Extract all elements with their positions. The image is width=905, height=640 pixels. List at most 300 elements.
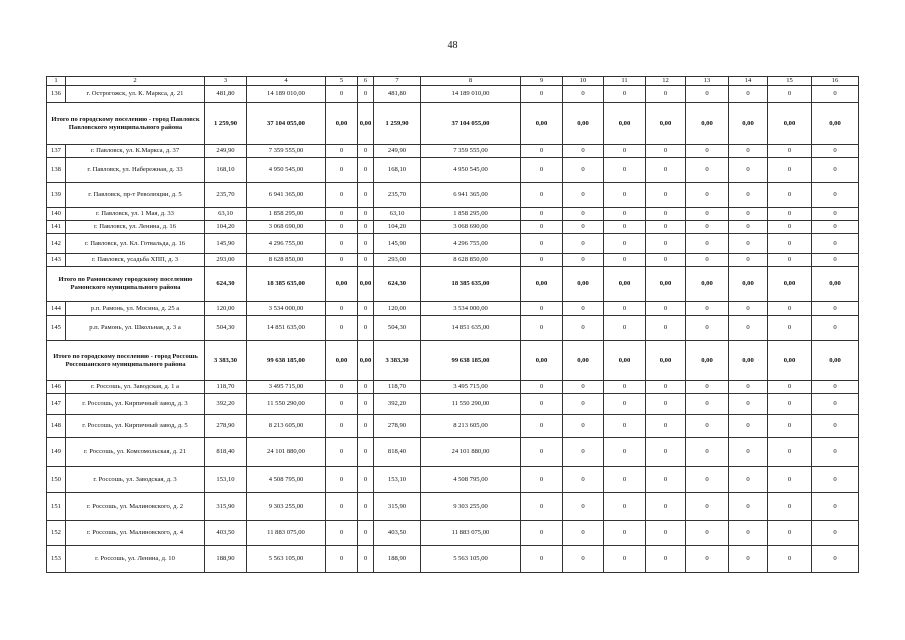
table-row — [47, 158, 859, 183]
value-cell: 11 550 290,00 — [421, 394, 521, 415]
value-cell: 6 941 365,00 — [247, 183, 326, 208]
row-number-cell: 148 — [47, 415, 66, 438]
value-cell: 0 — [358, 546, 374, 573]
value-cell: 0 — [521, 302, 563, 316]
value-cell: 4 296 755,00 — [247, 234, 326, 254]
value-cell: 0 — [326, 86, 358, 103]
value-cell: 0 — [686, 316, 729, 341]
value-cell: 3 068 690,00 — [421, 221, 521, 234]
value-cell: 0 — [812, 438, 859, 467]
value-cell: 504,30 — [205, 316, 247, 341]
value-cell: 0 — [563, 302, 604, 316]
value-cell: 0 — [729, 394, 768, 415]
value-cell: 0 — [686, 394, 729, 415]
value-cell: 0 — [729, 415, 768, 438]
value-cell: 0 — [768, 415, 812, 438]
value-cell: 0 — [812, 254, 859, 267]
column-number-cell: 13 — [686, 77, 729, 86]
value-cell: 0,00 — [768, 341, 812, 381]
value-cell: 145,90 — [205, 234, 247, 254]
address-cell: г. Россошь, ул. Комсомольская, д. 21 — [66, 438, 205, 467]
value-cell: 0 — [686, 302, 729, 316]
value-cell: 0 — [521, 234, 563, 254]
value-cell: 0 — [812, 208, 859, 221]
value-cell: 118,70 — [205, 381, 247, 394]
address-cell: р.п. Рамонь, ул. Мосина, д. 25 а — [66, 302, 205, 316]
value-cell: 14 851 635,00 — [421, 316, 521, 341]
value-cell: 0 — [686, 254, 729, 267]
value-cell: 0 — [563, 254, 604, 267]
value-cell: 0,00 — [563, 267, 604, 302]
value-cell: 0 — [326, 381, 358, 394]
value-cell: 0 — [604, 381, 646, 394]
value-cell: 0 — [521, 546, 563, 573]
value-cell: 0 — [729, 183, 768, 208]
value-cell: 0 — [686, 521, 729, 546]
value-cell: 0 — [812, 158, 859, 183]
value-cell: 37 104 055,00 — [421, 103, 521, 145]
table-row — [47, 86, 859, 103]
value-cell: 0,00 — [812, 341, 859, 381]
value-cell: 0 — [326, 493, 358, 521]
table-row — [47, 493, 859, 521]
value-cell: 0 — [768, 394, 812, 415]
value-cell: 0,00 — [604, 103, 646, 145]
row-number-cell: 152 — [47, 521, 66, 546]
value-cell: 0,00 — [686, 267, 729, 302]
subtotal-row — [47, 267, 859, 302]
table-row — [47, 467, 859, 493]
row-number-cell: 145 — [47, 316, 66, 341]
value-cell: 0 — [646, 521, 686, 546]
column-number-cell: 3 — [205, 77, 247, 86]
column-number-row — [47, 77, 859, 86]
value-cell: 0 — [521, 415, 563, 438]
value-cell: 99 638 185,00 — [421, 341, 521, 381]
value-cell: 0 — [768, 158, 812, 183]
value-cell: 0 — [646, 394, 686, 415]
value-cell: 0 — [326, 467, 358, 493]
column-number-cell: 15 — [768, 77, 812, 86]
value-cell: 0 — [812, 546, 859, 573]
value-cell: 0 — [358, 145, 374, 158]
value-cell: 0 — [729, 254, 768, 267]
column-number-cell: 1 — [47, 77, 66, 86]
value-cell: 4 950 545,00 — [247, 158, 326, 183]
value-cell: 0 — [729, 221, 768, 234]
value-cell: 0 — [563, 415, 604, 438]
value-cell: 6 941 365,00 — [421, 183, 521, 208]
row-number-cell: 147 — [47, 394, 66, 415]
column-number-cell: 10 — [563, 77, 604, 86]
value-cell: 0 — [326, 415, 358, 438]
value-cell: 153,10 — [374, 467, 421, 493]
value-cell: 11 550 290,00 — [247, 394, 326, 415]
value-cell: 0 — [563, 183, 604, 208]
row-number-cell: 150 — [47, 467, 66, 493]
value-cell: 0,00 — [646, 341, 686, 381]
value-cell: 0 — [768, 546, 812, 573]
value-cell: 0 — [646, 145, 686, 158]
value-cell: 403,50 — [374, 521, 421, 546]
value-cell: 0 — [563, 546, 604, 573]
value-cell: 168,10 — [374, 158, 421, 183]
row-number-cell: 138 — [47, 158, 66, 183]
column-number-cell: 9 — [521, 77, 563, 86]
value-cell: 7 359 555,00 — [421, 145, 521, 158]
address-cell: г. Россошь, ул. Кирпичный завод, д. 5 — [66, 415, 205, 438]
value-cell: 8 213 605,00 — [421, 415, 521, 438]
value-cell: 0,00 — [604, 267, 646, 302]
value-cell: 0 — [646, 158, 686, 183]
row-number-cell: 153 — [47, 546, 66, 573]
table-row — [47, 394, 859, 415]
value-cell: 0 — [604, 158, 646, 183]
address-cell: г. Россошь, ул. Кирпичный завод, д. 3 — [66, 394, 205, 415]
column-number-cell: 8 — [421, 77, 521, 86]
table-row — [47, 302, 859, 316]
column-number-cell: 6 — [358, 77, 374, 86]
row-number-cell: 142 — [47, 234, 66, 254]
value-cell: 3 534 000,00 — [421, 302, 521, 316]
value-cell: 0 — [604, 493, 646, 521]
value-cell: 0 — [563, 394, 604, 415]
value-cell: 0 — [521, 493, 563, 521]
value-cell: 0 — [646, 234, 686, 254]
value-cell: 0 — [326, 546, 358, 573]
value-cell: 0 — [686, 438, 729, 467]
value-cell: 0 — [768, 183, 812, 208]
table-row — [47, 521, 859, 546]
value-cell: 4 508 795,00 — [247, 467, 326, 493]
value-cell: 0 — [604, 521, 646, 546]
value-cell: 0 — [686, 221, 729, 234]
value-cell: 0 — [768, 493, 812, 521]
value-cell: 0 — [686, 493, 729, 521]
value-cell: 1 858 295,00 — [247, 208, 326, 221]
value-cell: 0 — [563, 381, 604, 394]
value-cell: 249,90 — [205, 145, 247, 158]
value-cell: 0 — [768, 467, 812, 493]
table-row — [47, 546, 859, 573]
value-cell: 0 — [729, 438, 768, 467]
value-cell: 0 — [521, 381, 563, 394]
value-cell: 11 883 075,00 — [421, 521, 521, 546]
value-cell: 0 — [646, 467, 686, 493]
value-cell: 120,00 — [374, 302, 421, 316]
value-cell: 0 — [646, 183, 686, 208]
value-cell: 624,30 — [205, 267, 247, 302]
value-cell: 481,80 — [374, 86, 421, 103]
value-cell: 14 189 010,00 — [421, 86, 521, 103]
value-cell: 0 — [326, 316, 358, 341]
value-cell: 0 — [729, 158, 768, 183]
value-cell: 0 — [646, 415, 686, 438]
value-cell: 0,00 — [326, 341, 358, 381]
row-number-cell: 151 — [47, 493, 66, 521]
value-cell: 120,00 — [205, 302, 247, 316]
value-cell: 0,00 — [646, 267, 686, 302]
row-number-cell: 137 — [47, 145, 66, 158]
housing-register-table — [46, 76, 859, 573]
value-cell: 0 — [812, 234, 859, 254]
value-cell: 0 — [812, 145, 859, 158]
value-cell: 0 — [729, 145, 768, 158]
value-cell: 0 — [358, 208, 374, 221]
value-cell: 0 — [358, 381, 374, 394]
address-cell: г. Павловск, пр-т Революции, д. 5 — [66, 183, 205, 208]
row-number-cell: 144 — [47, 302, 66, 316]
value-cell: 0,00 — [729, 267, 768, 302]
value-cell: 4 296 755,00 — [421, 234, 521, 254]
value-cell: 0,00 — [604, 341, 646, 381]
value-cell: 0,00 — [768, 103, 812, 145]
value-cell: 1 259,90 — [374, 103, 421, 145]
value-cell: 249,90 — [374, 145, 421, 158]
value-cell: 0 — [326, 521, 358, 546]
value-cell: 0 — [686, 415, 729, 438]
value-cell: 0,00 — [729, 103, 768, 145]
value-cell: 0,00 — [521, 341, 563, 381]
value-cell: 0,00 — [563, 103, 604, 145]
value-cell: 9 303 255,00 — [247, 493, 326, 521]
value-cell: 0 — [768, 208, 812, 221]
value-cell: 0 — [604, 221, 646, 234]
value-cell: 0,00 — [358, 341, 374, 381]
value-cell: 0 — [604, 394, 646, 415]
subtotal-label: Итого по городскому поселению - город Павловск Павловского муниципального района — [47, 103, 205, 145]
address-cell: г. Павловск, ул. Ленина, д. 16 — [66, 221, 205, 234]
value-cell: 0 — [604, 316, 646, 341]
value-cell: 8 628 850,00 — [421, 254, 521, 267]
value-cell: 0 — [686, 86, 729, 103]
row-number-cell: 140 — [47, 208, 66, 221]
value-cell: 1 259,90 — [205, 103, 247, 145]
value-cell: 315,90 — [205, 493, 247, 521]
value-cell: 0 — [604, 208, 646, 221]
value-cell: 0 — [729, 234, 768, 254]
value-cell: 0 — [729, 302, 768, 316]
value-cell: 0 — [646, 316, 686, 341]
value-cell: 3 495 715,00 — [421, 381, 521, 394]
value-cell: 0 — [604, 234, 646, 254]
address-cell: г. Павловск, ул. 1 Мая, д. 33 — [66, 208, 205, 221]
address-cell: г. Острогожск, ул. К. Маркса, д. 21 — [66, 86, 205, 103]
value-cell: 0 — [563, 234, 604, 254]
value-cell: 0 — [646, 302, 686, 316]
value-cell: 0 — [358, 183, 374, 208]
value-cell: 0 — [686, 145, 729, 158]
value-cell: 818,40 — [205, 438, 247, 467]
value-cell: 4 950 545,00 — [421, 158, 521, 183]
value-cell: 0 — [604, 302, 646, 316]
table-row — [47, 381, 859, 394]
row-number-cell: 146 — [47, 381, 66, 394]
value-cell: 0,00 — [326, 103, 358, 145]
table-row — [47, 415, 859, 438]
value-cell: 0 — [563, 316, 604, 341]
value-cell: 0 — [326, 438, 358, 467]
value-cell: 0,00 — [812, 267, 859, 302]
value-cell: 14 189 010,00 — [247, 86, 326, 103]
value-cell: 0 — [326, 234, 358, 254]
value-cell: 37 104 055,00 — [247, 103, 326, 145]
page-number: 48 — [447, 40, 458, 51]
value-cell: 0 — [563, 493, 604, 521]
address-cell: г. Павловск, ул. Набережная, д. 33 — [66, 158, 205, 183]
value-cell: 235,70 — [205, 183, 247, 208]
value-cell: 118,70 — [374, 381, 421, 394]
value-cell: 0 — [768, 521, 812, 546]
value-cell: 0 — [326, 183, 358, 208]
value-cell: 0 — [604, 438, 646, 467]
value-cell: 0 — [604, 183, 646, 208]
table-row — [47, 145, 859, 158]
value-cell: 0 — [686, 183, 729, 208]
value-cell: 0 — [768, 221, 812, 234]
value-cell: 0 — [358, 221, 374, 234]
value-cell: 0 — [812, 493, 859, 521]
address-cell: г. Павловск, ул. Кл. Готвальда, д. 16 — [66, 234, 205, 254]
value-cell: 235,70 — [374, 183, 421, 208]
value-cell: 0 — [812, 394, 859, 415]
value-cell: 0 — [768, 254, 812, 267]
value-cell: 0 — [521, 208, 563, 221]
table-row — [47, 208, 859, 221]
value-cell: 392,20 — [374, 394, 421, 415]
address-cell: г. Россошь, ул. Малиновского, д. 2 — [66, 493, 205, 521]
row-number-cell: 139 — [47, 183, 66, 208]
value-cell: 0,00 — [646, 103, 686, 145]
value-cell: 0 — [729, 381, 768, 394]
value-cell: 0 — [326, 302, 358, 316]
value-cell: 293,00 — [205, 254, 247, 267]
value-cell: 0 — [358, 415, 374, 438]
value-cell: 24 101 880,00 — [421, 438, 521, 467]
value-cell: 0 — [326, 254, 358, 267]
value-cell: 0,00 — [729, 341, 768, 381]
value-cell: 0 — [768, 302, 812, 316]
value-cell: 63,10 — [374, 208, 421, 221]
value-cell: 0,00 — [686, 341, 729, 381]
row-number-cell: 143 — [47, 254, 66, 267]
row-number-cell: 136 — [47, 86, 66, 103]
value-cell: 8 213 605,00 — [247, 415, 326, 438]
value-cell: 0 — [604, 415, 646, 438]
value-cell: 0 — [729, 86, 768, 103]
address-cell: г. Павловск, усадьба ХПП, д. 3 — [66, 254, 205, 267]
value-cell: 0 — [812, 521, 859, 546]
value-cell: 0 — [686, 158, 729, 183]
value-cell: 0 — [358, 316, 374, 341]
column-number-cell: 7 — [374, 77, 421, 86]
value-cell: 278,90 — [374, 415, 421, 438]
value-cell: 0 — [646, 86, 686, 103]
value-cell: 3 383,30 — [205, 341, 247, 381]
address-cell: г. Павловск, ул. К.Маркса, д. 37 — [66, 145, 205, 158]
value-cell: 0 — [729, 467, 768, 493]
value-cell: 0 — [812, 302, 859, 316]
column-number-cell: 5 — [326, 77, 358, 86]
value-cell: 0 — [686, 208, 729, 221]
value-cell: 0 — [646, 221, 686, 234]
subtotal-row — [47, 103, 859, 145]
value-cell: 0 — [812, 467, 859, 493]
value-cell: 104,20 — [374, 221, 421, 234]
value-cell: 0 — [768, 438, 812, 467]
value-cell: 0,00 — [812, 103, 859, 145]
value-cell: 11 883 075,00 — [247, 521, 326, 546]
value-cell: 0 — [358, 302, 374, 316]
value-cell: 0 — [521, 145, 563, 158]
value-cell: 481,80 — [205, 86, 247, 103]
value-cell: 0 — [563, 158, 604, 183]
value-cell: 0 — [358, 467, 374, 493]
value-cell: 0 — [604, 467, 646, 493]
value-cell: 315,90 — [374, 493, 421, 521]
value-cell: 0 — [646, 493, 686, 521]
value-cell: 0 — [812, 221, 859, 234]
value-cell: 0 — [646, 546, 686, 573]
value-cell: 0 — [729, 521, 768, 546]
value-cell: 624,30 — [374, 267, 421, 302]
value-cell: 1 858 295,00 — [421, 208, 521, 221]
value-cell: 0 — [563, 467, 604, 493]
value-cell: 99 638 185,00 — [247, 341, 326, 381]
table-row — [47, 438, 859, 467]
column-number-cell: 4 — [247, 77, 326, 86]
table-body — [47, 77, 859, 573]
value-cell: 0 — [686, 234, 729, 254]
value-cell: 0 — [768, 381, 812, 394]
value-cell: 188,90 — [374, 546, 421, 573]
value-cell: 0 — [358, 438, 374, 467]
column-number-cell: 11 — [604, 77, 646, 86]
value-cell: 0 — [563, 86, 604, 103]
column-number-cell: 2 — [66, 77, 205, 86]
value-cell: 7 359 555,00 — [247, 145, 326, 158]
value-cell: 0 — [686, 381, 729, 394]
value-cell: 0 — [326, 394, 358, 415]
value-cell: 0 — [768, 145, 812, 158]
value-cell: 0 — [812, 415, 859, 438]
value-cell: 0 — [521, 86, 563, 103]
value-cell: 18 385 635,00 — [421, 267, 521, 302]
value-cell: 63,10 — [205, 208, 247, 221]
value-cell: 0 — [521, 183, 563, 208]
value-cell: 145,90 — [374, 234, 421, 254]
value-cell: 0,00 — [563, 341, 604, 381]
column-number-cell: 12 — [646, 77, 686, 86]
value-cell: 0 — [326, 158, 358, 183]
value-cell: 0 — [646, 208, 686, 221]
subtotal-label: Итого по Рамонскому городскому поселению Рамонского муниципального района — [47, 267, 205, 302]
value-cell: 0 — [358, 158, 374, 183]
value-cell: 18 385 635,00 — [247, 267, 326, 302]
value-cell: 0 — [604, 254, 646, 267]
value-cell: 0 — [563, 145, 604, 158]
subtotal-row — [47, 341, 859, 381]
value-cell: 0 — [686, 546, 729, 573]
value-cell: 504,30 — [374, 316, 421, 341]
value-cell: 0 — [604, 86, 646, 103]
value-cell: 403,50 — [205, 521, 247, 546]
address-cell: г. Россошь, ул. Ленина, д. 10 — [66, 546, 205, 573]
value-cell: 0 — [358, 521, 374, 546]
row-number-cell: 141 — [47, 221, 66, 234]
value-cell: 0 — [604, 145, 646, 158]
value-cell: 9 303 255,00 — [421, 493, 521, 521]
